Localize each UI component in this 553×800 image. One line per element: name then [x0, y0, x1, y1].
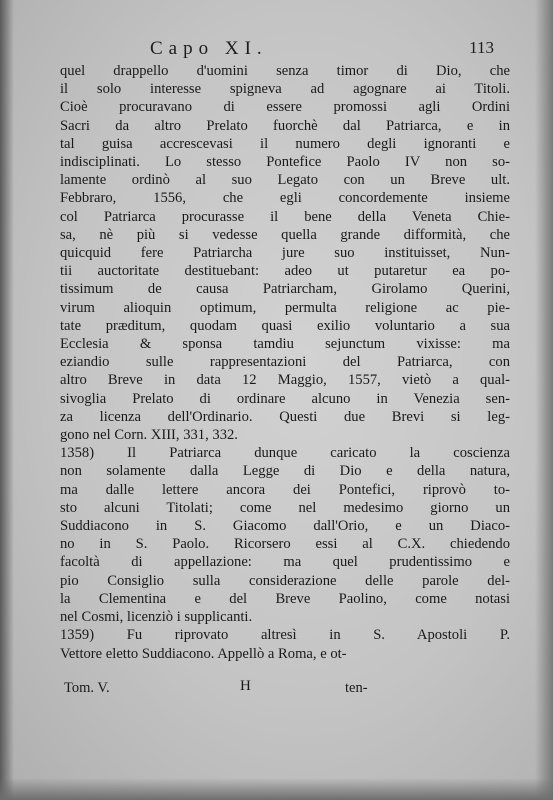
page-footer	[60, 680, 500, 700]
text-line: Cioè procuravano di essere promossi agli Ordini	[60, 99, 510, 116]
text-line: Sacri da altro Prelato fuorchè dal Patriarca, e in	[60, 117, 510, 134]
text-line: non solamente dalla Legge di Dio e della natura,	[60, 463, 510, 480]
page-edge-shadow	[535, 0, 553, 800]
signature-mark: H	[240, 678, 251, 694]
text-line: nel Cosmi, licenziò i supplicanti.	[60, 609, 253, 626]
text-line: sa, nè più si vedesse quella grande difformità, che	[60, 226, 510, 243]
volume-label: Tom. V.	[64, 680, 110, 696]
text-line: sto alcuni Titolati; come nel medesimo giorno un	[60, 499, 510, 516]
text-line: Suddiacono in S. Giacomo dall'Orio, e un Diaco-	[60, 518, 510, 535]
text-line: gono nel Corn. XIII, 331, 332.	[60, 427, 238, 444]
text-line: Febbraro, 1556, che egli concordemente insieme	[60, 190, 510, 207]
text-line: virum alioquin optimum, permulta religione ac pie-	[60, 299, 510, 316]
text-line: sivoglia Prelato di ordinare alcuno in Venezia sen-	[60, 390, 510, 407]
text-line: la Clementina e del Breve Paolino, come notasi	[60, 590, 510, 607]
text-line: tissimum de causa Patriarcham, Girolamo Querini,	[60, 281, 510, 298]
page-number: 113	[469, 38, 494, 57]
text-line: tal guisa accrescevasi il numero degli ignoranti e	[60, 135, 510, 152]
text-line: lamente ordinò al suo Legato con un Breve ult.	[60, 172, 510, 189]
text-line: ma dalle lettere ancora dei Pontefici, riprovò to-	[60, 481, 510, 498]
body-text	[60, 62, 510, 663]
bottom-edge-shadow	[0, 778, 553, 800]
page-header	[60, 38, 500, 62]
text-line: no in S. Paolo. Ricorsero essi al C.X. chiedendo	[60, 536, 510, 553]
text-line: Vettore eletto Suddiacono. Appellò a Roma, e ot-	[60, 645, 347, 662]
running-head: Capo XI.	[150, 38, 268, 59]
text-line: il solo interesse spigneva ad agognare ai Titoli.	[60, 81, 510, 98]
text-line: Ecclesia & sponsa tamdiu sejunctum vixisse: ma	[60, 336, 510, 353]
text-line: 1359) Fu riprovato altresì in S. Apostoli P.	[60, 627, 510, 644]
text-line: pio Consiglio sulla considerazione delle parole del-	[60, 572, 510, 589]
text-line: eziandio sulle rappresentazioni del Patriarca, con	[60, 354, 510, 371]
text-line: tii auctoritate destituebant: adeo ut putaretur ea po-	[60, 263, 510, 280]
text-line: altro Breve in data 12 Maggio, 1557, vietò a qual-	[60, 372, 510, 389]
text-line: indisciplinati. Lo stesso Pontefice Paolo IV non so-	[60, 154, 510, 171]
text-line: quel drappello d'uomini senza timor di Dio, che	[60, 63, 510, 79]
text-line: quicquid fere Patriarcha jure suo instituisset, Nun-	[60, 245, 510, 262]
catchword: ten-	[345, 680, 368, 696]
text-line: col Patriarca procurasse il bene della Veneta Chie-	[60, 208, 510, 225]
text-line: 1358) Il Patriarca dunque caricato la coscienza	[60, 445, 510, 462]
text-line: tate præditum, quodam quasi exilio voluntario a sua	[60, 317, 510, 334]
text-line: facoltà di appellazione: ma quel prudentissimo e	[60, 554, 510, 571]
text-line: za licenza dell'Ordinario. Questi due Brevi si leg-	[60, 408, 510, 425]
gutter-shadow	[0, 0, 14, 800]
